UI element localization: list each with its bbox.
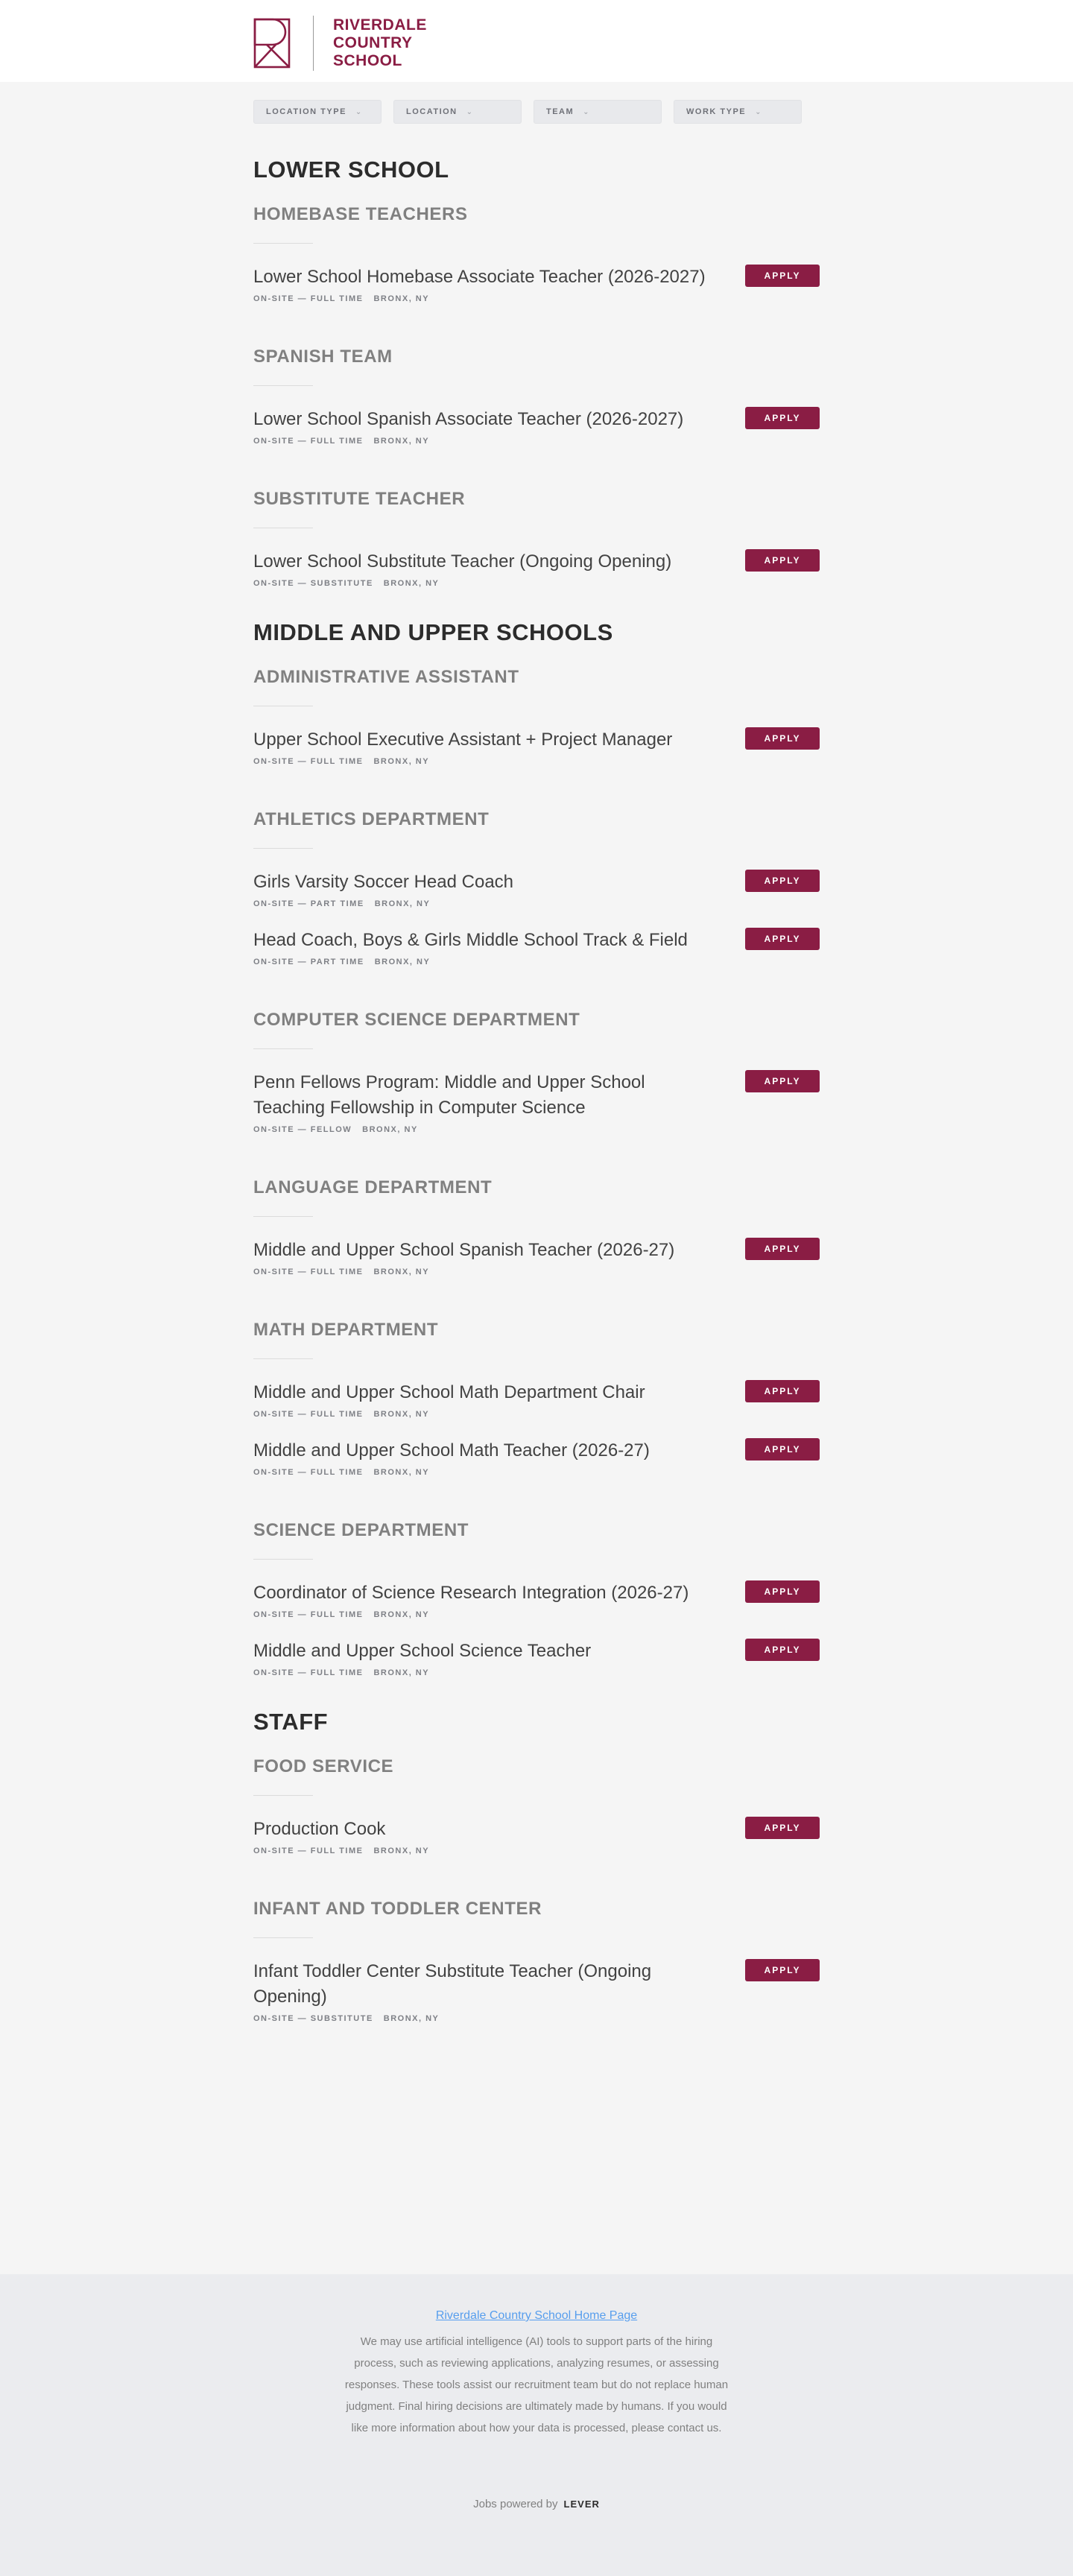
team-title: SCIENCE DEPARTMENT	[253, 1520, 469, 1540]
job-meta	[253, 1468, 820, 1477]
job-commitment: ON-SITE — FULL TIME	[253, 1410, 364, 1419]
job-location: BRONX, NY	[373, 1668, 430, 1677]
apply-button[interactable]: APPLY	[745, 1070, 820, 1092]
location-type-filter[interactable]	[253, 100, 382, 124]
job-posting[interactable]	[253, 870, 820, 908]
team-title: FOOD SERVICE	[253, 1756, 394, 1776]
chevron-down-icon: ⌄	[355, 107, 363, 116]
job-meta	[253, 1410, 820, 1419]
apply-button[interactable]: APPLY	[745, 407, 820, 429]
job-meta	[253, 2014, 820, 2023]
job-posting[interactable]	[253, 1639, 820, 1677]
work-type-filter[interactable]	[674, 100, 802, 124]
job-location: BRONX, NY	[373, 1610, 430, 1619]
filter-bar	[253, 100, 802, 124]
team-group	[253, 1756, 820, 1855]
filter-label: LOCATION TYPE	[266, 107, 346, 116]
job-title[interactable]: Penn Fellows Program: Middle and Upper School Teaching Fellowship in Computer Science	[253, 1072, 645, 1118]
site-header	[0, 0, 1073, 82]
apply-button[interactable]: APPLY	[745, 1817, 820, 1839]
team-divider	[253, 1358, 313, 1359]
team-filter[interactable]	[534, 100, 662, 124]
job-title[interactable]: Middle and Upper School Math Teacher (2026-27)	[253, 1440, 650, 1461]
apply-button[interactable]: APPLY	[745, 727, 820, 750]
team-group	[253, 1520, 820, 1677]
job-commitment: ON-SITE — FULL TIME	[253, 1668, 364, 1677]
job-location: BRONX, NY	[373, 1268, 430, 1276]
team-group	[253, 204, 820, 303]
site-footer	[0, 2274, 1073, 2576]
apply-button[interactable]: APPLY	[745, 928, 820, 950]
job-location: BRONX, NY	[383, 579, 440, 588]
job-commitment: ON-SITE — FULL TIME	[253, 1846, 364, 1855]
department-section	[253, 621, 820, 1677]
apply-button[interactable]: APPLY	[745, 549, 820, 572]
team-divider	[253, 1216, 313, 1217]
job-posting[interactable]	[253, 1438, 820, 1477]
job-commitment: ON-SITE — FULL TIME	[253, 437, 364, 446]
job-meta	[253, 958, 820, 966]
team-group	[253, 809, 820, 966]
apply-button[interactable]: APPLY	[745, 870, 820, 892]
job-commitment: ON-SITE — SUBSTITUTE	[253, 2014, 373, 2023]
job-meta	[253, 294, 820, 303]
team-group	[253, 1177, 820, 1276]
logo-divider	[313, 16, 314, 71]
job-posting[interactable]	[253, 1959, 820, 2023]
job-location: BRONX, NY	[373, 1468, 430, 1477]
job-title[interactable]: Lower School Spanish Associate Teacher (2026-2027)	[253, 409, 684, 429]
job-meta	[253, 1610, 820, 1619]
team-group	[253, 1010, 820, 1134]
team-title: MATH DEPARTMENT	[253, 1320, 439, 1340]
job-title[interactable]: Head Coach, Boys & Girls Middle School Track & Field	[253, 930, 688, 950]
job-location: BRONX, NY	[374, 899, 431, 908]
department-section	[253, 158, 820, 588]
job-posting[interactable]	[253, 928, 820, 966]
job-posting[interactable]	[253, 407, 820, 446]
location-filter[interactable]	[393, 100, 522, 124]
team-divider	[253, 243, 313, 244]
team-title: LANGUAGE DEPARTMENT	[253, 1177, 493, 1197]
job-posting[interactable]	[253, 727, 820, 766]
job-posting[interactable]	[253, 1817, 820, 1855]
job-location: BRONX, NY	[373, 1846, 430, 1855]
logo-wordmark	[333, 16, 427, 70]
team-title: SPANISH TEAM	[253, 346, 393, 367]
apply-button[interactable]: APPLY	[745, 1380, 820, 1402]
job-commitment: ON-SITE — FULL TIME	[253, 1610, 364, 1619]
team-divider	[253, 1048, 313, 1049]
job-meta	[253, 1668, 820, 1677]
job-meta	[253, 1846, 820, 1855]
filter-label: TEAM	[546, 107, 575, 116]
job-title[interactable]: Lower School Homebase Associate Teacher (2026-2027)	[253, 267, 706, 287]
job-location: BRONX, NY	[373, 437, 430, 446]
team-group	[253, 346, 820, 446]
job-posting[interactable]	[253, 1380, 820, 1419]
team-divider	[253, 848, 313, 849]
logo-line: COUNTRY	[333, 34, 413, 51]
team-title: COMPUTER SCIENCE DEPARTMENT	[253, 1010, 580, 1030]
job-title[interactable]: Girls Varsity Soccer Head Coach	[253, 872, 514, 892]
apply-button[interactable]: APPLY	[745, 1438, 820, 1461]
logo-line: RIVERDALE	[333, 16, 427, 34]
job-commitment: ON-SITE — SUBSTITUTE	[253, 579, 373, 588]
job-title[interactable]: Middle and Upper School Math Department Chair	[253, 1382, 645, 1402]
job-location: BRONX, NY	[374, 958, 431, 966]
job-commitment: ON-SITE — FULL TIME	[253, 757, 364, 766]
team-title: INFANT AND TODDLER CENTER	[253, 1899, 542, 1919]
job-title[interactable]: Lower School Substitute Teacher (Ongoing Opening)	[253, 551, 672, 572]
chevron-down-icon: ⌄	[583, 107, 591, 116]
job-meta	[253, 579, 820, 588]
job-location: BRONX, NY	[373, 757, 430, 766]
team-group	[253, 1899, 820, 2023]
lever-logo[interactable]: LEVER	[563, 2499, 600, 2510]
job-commitment: ON-SITE — FULL TIME	[253, 1468, 364, 1477]
team-divider	[253, 1937, 313, 1938]
apply-button[interactable]: APPLY	[745, 1580, 820, 1603]
apply-button[interactable]: APPLY	[745, 265, 820, 287]
job-title[interactable]: Infant Toddler Center Substitute Teacher (Ongoing Opening)	[253, 1961, 652, 2007]
powered-by-text: Jobs powered by	[473, 2498, 558, 2510]
chevron-down-icon: ⌄	[755, 107, 763, 116]
job-meta	[253, 1125, 820, 1134]
apply-button[interactable]: APPLY	[745, 1959, 820, 1981]
apply-button[interactable]: APPLY	[745, 1238, 820, 1260]
job-title[interactable]: Coordinator of Science Research Integration (2026-27)	[253, 1583, 689, 1603]
job-meta	[253, 757, 820, 766]
job-meta	[253, 437, 820, 446]
postings-list	[253, 158, 820, 2023]
chevron-down-icon: ⌄	[466, 107, 474, 116]
job-location: BRONX, NY	[373, 1410, 430, 1419]
job-posting[interactable]	[253, 549, 820, 588]
team-title: SUBSTITUTE TEACHER	[253, 489, 466, 509]
filter-label: LOCATION	[406, 107, 458, 116]
job-commitment: ON-SITE — PART TIME	[253, 899, 364, 908]
team-divider	[253, 385, 313, 386]
job-title[interactable]: Upper School Executive Assistant + Project Manager	[253, 730, 673, 750]
job-location: BRONX, NY	[373, 294, 430, 303]
powered-by	[0, 2498, 1073, 2510]
team-title: ATHLETICS DEPARTMENT	[253, 809, 490, 829]
job-posting[interactable]	[253, 265, 820, 303]
job-title[interactable]: Production Cook	[253, 1819, 386, 1839]
team-title: ADMINISTRATIVE ASSISTANT	[253, 667, 519, 687]
logo-line: SCHOOL	[333, 52, 402, 69]
team-group	[253, 667, 820, 766]
job-posting[interactable]	[253, 1580, 820, 1619]
apply-button[interactable]: APPLY	[745, 1639, 820, 1661]
job-title[interactable]: Middle and Upper School Science Teacher	[253, 1641, 592, 1661]
school-logo[interactable]	[253, 16, 427, 70]
job-meta	[253, 1268, 820, 1276]
home-page-link[interactable]: Riverdale Country School Home Page	[435, 2309, 638, 2322]
filter-label: WORK TYPE	[686, 107, 747, 116]
department-section	[253, 1710, 820, 2023]
job-title[interactable]: Middle and Upper School Spanish Teacher (2026-27)	[253, 1240, 675, 1260]
job-commitment: ON-SITE — PART TIME	[253, 958, 364, 966]
team-divider	[253, 1795, 313, 1796]
job-location: BRONX, NY	[362, 1125, 418, 1134]
rcs-monogram-icon	[253, 18, 291, 69]
job-commitment: ON-SITE — FULL TIME	[253, 294, 364, 303]
department-title: MIDDLE AND UPPER SCHOOLS	[253, 619, 613, 645]
team-group	[253, 489, 820, 588]
job-location: BRONX, NY	[383, 2014, 440, 2023]
team-title: HOMEBASE TEACHERS	[253, 204, 468, 224]
team-group	[253, 1320, 820, 1477]
job-posting[interactable]	[253, 1238, 820, 1276]
job-posting[interactable]	[253, 1070, 820, 1134]
ai-notice: We may use artificial intelligence (AI) tools to support parts of the hiring process, such as reviewing applications, analyzing resumes, or assessing responses. These tools assist our recruitment team but do not replace human judgment. Final hiring decisions are ultimately made by humans. If you would like more information about how your data is processed, please contact us.	[344, 2335, 729, 2434]
job-commitment: ON-SITE — FULL TIME	[253, 1268, 364, 1276]
department-title: STAFF	[253, 1709, 329, 1735]
department-title: LOWER SCHOOL	[253, 156, 449, 183]
job-meta	[253, 899, 820, 908]
job-commitment: ON-SITE — FELLOW	[253, 1125, 352, 1134]
team-divider	[253, 1559, 313, 1560]
